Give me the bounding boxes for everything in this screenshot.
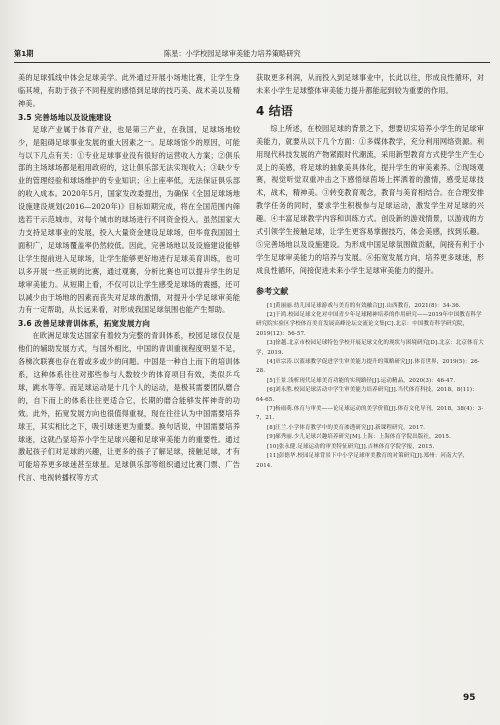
section-3-6-paragraph: 在欧洲足球发达国家有着较为完整的青训体系，校园足球仅仅是他们的辅助发展方式，与国外相比，中国的青训重视程度明显不足，各梯次联赛也存在着或多或少的问题。中国是一种自上而下的培训体系，这种体系往往对那些参与人数较少的体育项目有效，类似乒乓球，跳水等等。而足球运动是十几个人的运动，是极其需要团队磨合的，自下而上的体系往往更适合它，长期的磨合能够发挥神奇的功效。此外，拓宽发展方向也很值得重视，现在往往认为中国需要培养球王，其实相比之下，吸引球迷更为重要。换句话说，中国需要培养球迷，这就凸显培养小学生足球兴趣和足球审美能力的重要性。通过激起孩子们对足球的兴趣，让更多的孩子了解足球，接触足球，才有可能培养更多球迷甚至球星。足球俱乐部等组织通过比赛门票、广告代言、电视转播权等方式: [18, 331, 240, 483]
running-head: [14, 46, 490, 60]
reference-item: [1]黄丽丽.幼儿园足球游戏与美育的有效融合[J].山西教育，2021(8)：34-36.: [267, 302, 461, 309]
reference-item: [8]汪兰.小学体育教学中的美育渗透研究[J].新课程研究，2017.: [267, 424, 426, 431]
reference-item: [7]杨雨萌.体育与审美——论足球运动的美学价值[J].体育文化导刊，2018，38(4)：3-7，21.: [256, 406, 484, 422]
issue-label: 第1期: [14, 49, 34, 58]
reference-item: [3]徐越.北京市校园足球特色学校开展足球文化的现状与困境研究[D].北京：北京体育大学，2019.: [256, 340, 484, 356]
reference-item: [11]彭德华.校园足球背景下中小学足球审美教育的对策研究[J].郑州：河南大学，2014.: [256, 453, 469, 469]
reference-item: [9]郝秀丽.少儿足球兴趣培养研究[M].上海：上海体育学院出版社，2015.: [267, 434, 451, 441]
references-title: 参考文献: [256, 286, 289, 296]
conclusion-paragraph: 综上所述，在校园足球的背景之下，想要切实培养小学生的足球审美能力，就要从以下几个方面：①多媒体教学，充分利用网络资源。利用现代科技发展的产物紧跟时代潮流，采用新型教育方式使学生产生心灵上的美感，将足球的抽象美具体化，提升学生的审美素养。②现场观赛，视觉听觉双重冲击之下感悟绿茵场上挥洒着的激情，感受足球技术，战术，精神美。③转变教育观念，教育与美育相结合。在合理安排教学任务的同时，要求学生积极参与足球运动，激发学生对足球的兴趣。④丰富足球教学内容和训练方式。创设新的游戏情景，以游戏的方式引领学生接触足球，让学生更容易掌握技巧，体会美感，找到乐趣。⑤完善场地以及设施建设。为形成中国足球氛围做贡献，间接有利于小学生足球审美能力的培养与发展。⑥拓宽发展方向，培养更多球迷，形成良性循环，间接促进未来小学生足球审美能力的提升。: [256, 123, 484, 275]
right-column: [256, 72, 484, 471]
left-column: [18, 72, 240, 485]
reference-item: [4]章宗涛.以篮球教学促进学生审美能力提升的策略研究[J].体育世界，2019(5)：26-28.: [256, 359, 480, 375]
section-3-5-heading: 3.5 完善场地以及设施建设: [18, 112, 112, 122]
reference-item: [10]张永健.足球运动的审美特征研究[J].吉林体育学院学报，2015.: [267, 443, 435, 450]
header-rule: [14, 62, 490, 63]
page-number: 95: [463, 693, 476, 703]
reference-item: [6]刘永胜.校园足球活动中学生审美能力培养研究[J].当代体育科技，2018，8(11)：64-65.: [256, 387, 478, 403]
section-3-6-heading: 3.6 改善足球青训体系，拓宽发展方向: [18, 319, 150, 329]
reference-item: [2]于鸿.校园足球文化对中国青少年足球精神培养的作用研究——2019年中国教育科学研究院实验区学校体育美育发展高峰论坛交流论文集[C].北京：中国教育科学研究院，2019(12)：56-57.: [256, 312, 482, 337]
section-3-5-paragraph: 足球产业属于体育产业，也是第三产业，在我国，足球场地较少，是阻碍足球事业发展的重大因素之一。足球场馆少的原因，可能与以下几点有关：①专业足球事业没有很好的运营收入方案；②俱乐部的主场球场都是租用政府的，这让俱乐部无法实现收入；③缺少专业的管理经验和球场维护的专业知识；④上座率低，无法保证俱乐部的收入成本。2020年5月，国家发改委提出，为确保《全国足球场地设施建设规划(2016—2020年)》目标如期完成，将在全国范围内筛选若干示范城市，对每个城市的球场进行不同资金投入。虽然国家大力支持足球事业的发展，投入大量资金建设足球场，但毕竟我国国土面积广，足球场覆盖率仍然较低。因此，完善场地以及设施建设能够让学生提前进入足球场，让学生能够更好地进行足球美育训练，也可以多开展一些正规的比赛，通过观赛，分析比赛也可以提升学生的足球审美能力。从短期上看，不仅可以让学生感受足球场的震撼，还可以减少由于场地的因素而丧失对足球的激情，对提升小学足球审美能力有一定帮助，从长远来看，对形成我国足球氛围也能产生帮助。: [18, 124, 240, 315]
reference-item: [5]王景.浅析现代足球美育功能的实现路径[J].运动精品，2020(3)：46-47.: [267, 377, 456, 384]
article-running-title: 陈星：小学校园足球审美能力培养策略研究: [164, 49, 301, 58]
section-4-heading: 4 结语: [256, 103, 293, 118]
continuation-paragraph: 获取更多利润，从而投入到足球事业中，长此以往，形成良性循环，对未来小学生足球整体审美能力提升都能起到较为重要的作用。: [256, 73, 484, 95]
intro-paragraph: 美的足球弧线中体会足球美学。此外通过开展小场地比赛，让学生身临其境，有助于孩子不同程度的感悟到足球的技巧美、战术美以及精神美。: [18, 73, 240, 108]
